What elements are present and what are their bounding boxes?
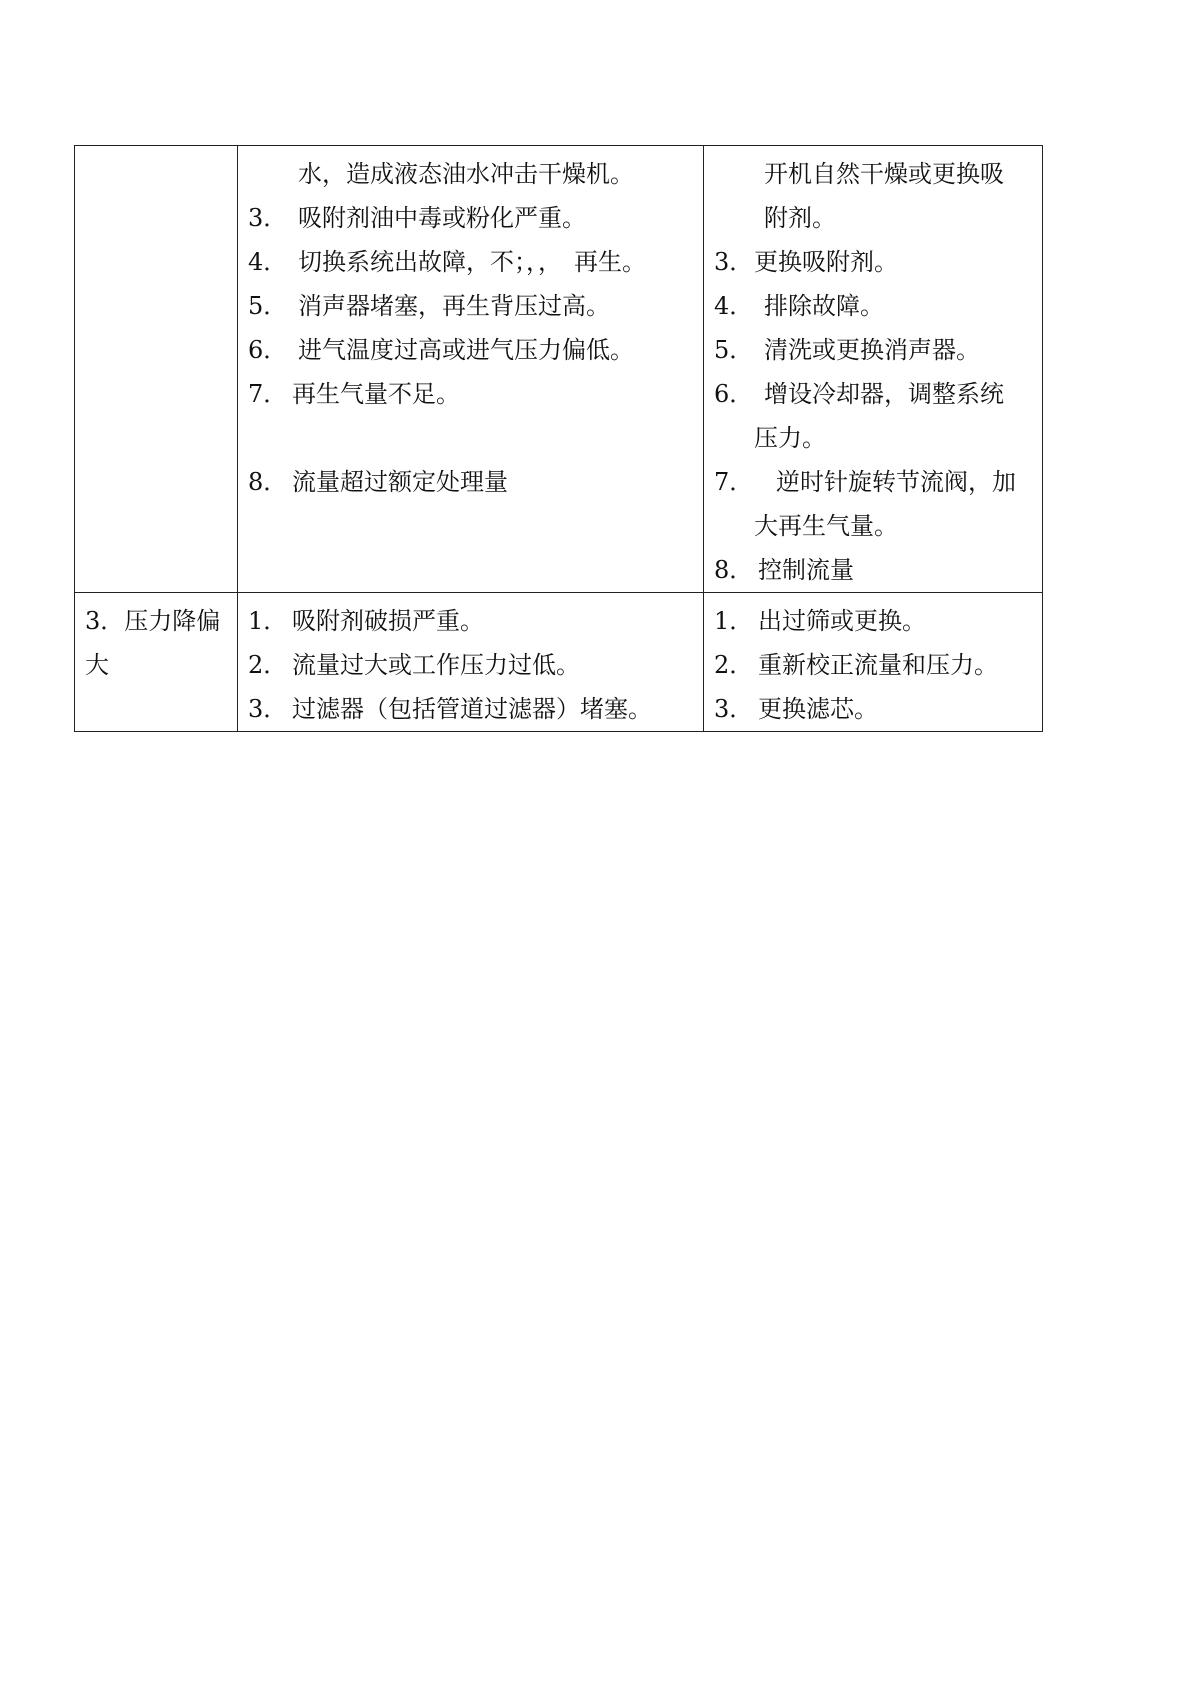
remedy-continuation: 附剂。 (764, 204, 836, 232)
list-item: 1． 出过筛或更换。 (714, 607, 926, 635)
list-item: 3． 过滤器（包括管道过滤器）堵塞。 (248, 695, 652, 723)
fault-cell (75, 146, 238, 593)
list-item: 5． 消声器堵塞，再生背压过高。 (248, 292, 610, 320)
list-item: 3． 更换滤芯。 (714, 695, 878, 723)
fault-label: 3．压力降偏 (85, 607, 221, 635)
remedy-continuation: 开机自然干燥或更换吸 (764, 160, 1004, 188)
remedies-cell (704, 146, 1043, 593)
causes-cell (238, 146, 704, 593)
list-item: 7． 再生气量不足。 (248, 380, 460, 408)
list-item: 6． 进气温度过高或进气压力偏低。 (248, 336, 634, 364)
list-item: 2． 重新校正流量和压力。 (714, 651, 998, 679)
cause-continuation: 水，造成液态油水冲击干燥机。 (298, 160, 634, 188)
list-item: 6． 增设冷却器，调整系统 (714, 380, 1004, 408)
fault-table (74, 145, 1043, 732)
list-item: 7． 逆时针旋转节流阀，加 (714, 468, 1016, 496)
fault-label: 大 (85, 651, 109, 679)
table-row (75, 146, 1043, 593)
causes-cell (238, 593, 704, 732)
list-item: 1． 吸附剂破损严重。 (248, 607, 484, 635)
list-item: 2． 流量过大或工作压力过低。 (248, 651, 580, 679)
list-item: 8． 流量超过额定处理量 (248, 468, 508, 496)
list-item: 5． 清洗或更换消声器。 (714, 336, 980, 364)
list-item: 4． 切换系统出故障，不；，， 再生。 (248, 248, 646, 276)
remedies-cell (704, 593, 1043, 732)
list-item: 8． 控制流量 (714, 556, 854, 584)
list-item: 3．更换吸附剂。 (714, 248, 898, 276)
spacer (248, 416, 695, 460)
list-item: 4． 排除故障。 (714, 292, 884, 320)
list-item: 3． 吸附剂油中毒或粉化严重。 (248, 204, 586, 232)
table-row (75, 593, 1043, 732)
list-item-continuation: 大再生气量。 (754, 512, 898, 540)
fault-cell (75, 593, 238, 732)
list-item-continuation: 压力。 (754, 424, 826, 452)
